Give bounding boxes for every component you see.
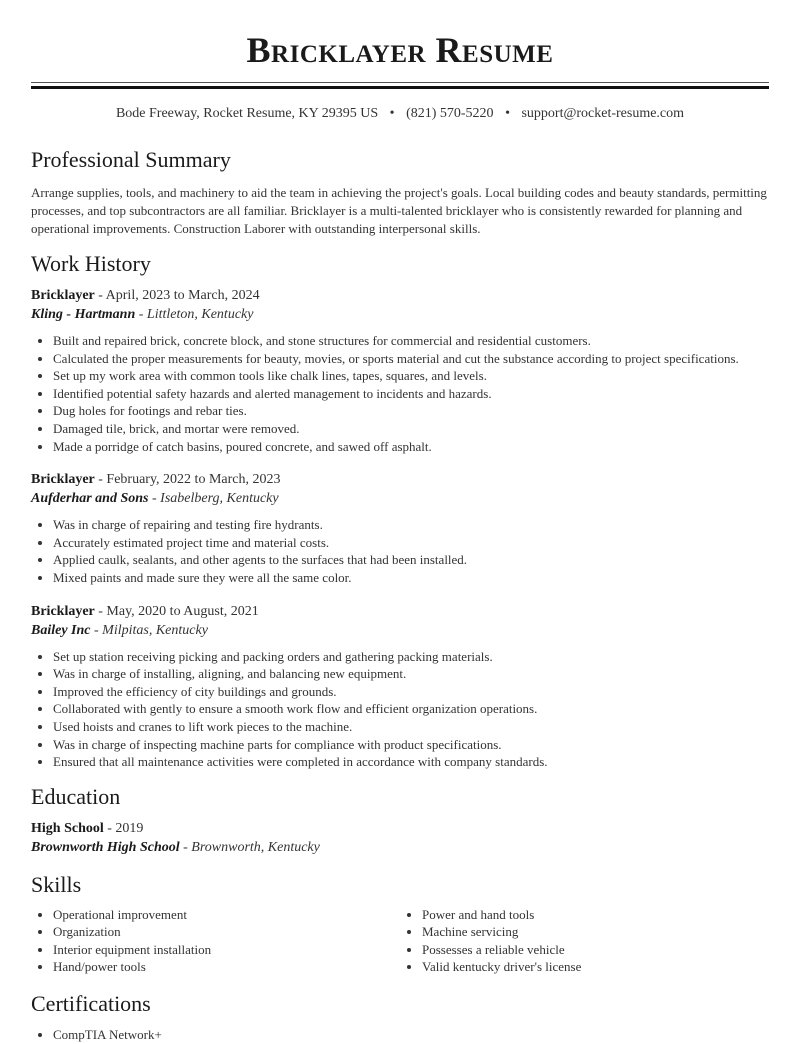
job-title: Bricklayer — [31, 288, 95, 303]
work-history-section — [31, 250, 769, 771]
list-item: • Interior equipment installation — [53, 941, 400, 959]
list-item: • Was in charge of installing, aligning, and balancing new equipment. — [53, 665, 769, 683]
section-heading-summary: Professional Summary — [31, 147, 231, 172]
list-item: • Ensured that all maintenance activities were completed in accordance with company standards. — [53, 753, 769, 771]
list-item: • Calculated the proper measurements for beauty, movies, or sports material and cut the substance according to project specifications. — [53, 350, 769, 368]
job-location: - Littleton, Kentucky — [135, 307, 254, 322]
job-bullets — [31, 648, 769, 771]
skills-right-column — [400, 906, 769, 976]
contact-email: support@rocket-resume.com — [521, 106, 685, 121]
list-item: • Mixed paints and made sure they were all the same color. — [53, 569, 769, 587]
list-item: • Power and hand tools — [422, 906, 769, 924]
section-heading-education: Education — [31, 783, 121, 809]
list-item: • Built and repaired brick, concrete block, and stone structures for commercial and residential customers. — [53, 332, 769, 350]
bullet-separator: • — [505, 106, 510, 121]
contact-address: Bode Freeway, Rocket Resume, KY 29395 US — [115, 106, 379, 121]
bullet-separator: • — [389, 106, 395, 121]
education-degree: High School — [31, 820, 104, 836]
education-section — [31, 783, 769, 857]
header-divider — [31, 82, 769, 89]
section-heading-work: Work History — [31, 251, 151, 276]
job-entry — [31, 470, 769, 586]
list-item: • Damaged tile, brick, and mortar were removed. — [53, 420, 769, 438]
list-item: • Set up my work area with common tools like chalk lines, tapes, squares, and levels. — [53, 367, 769, 385]
contact-phone: (821) 570-5220 — [406, 106, 494, 121]
list-item: • Machine servicing — [422, 923, 769, 941]
page-title: Bricklayer Resume — [246, 30, 554, 70]
job-location: - Milpitas, Kentucky — [90, 622, 208, 638]
job-location: - Isabelberg, Kentucky — [148, 491, 279, 507]
education-school: Brownworth High School — [31, 839, 180, 855]
list-item: • Organization — [53, 923, 400, 941]
skills-left-column — [31, 906, 400, 976]
job-dates: - May, 2020 to August, 2021 — [94, 603, 259, 619]
summary-section — [31, 146, 769, 238]
list-item: • Was in charge of inspecting machine parts for compliance with product specifications. — [53, 736, 769, 754]
job-bullets — [31, 516, 769, 586]
education-year: - 2019 — [103, 820, 144, 836]
skills-columns — [31, 906, 769, 976]
list-item: • Hand/power tools — [53, 958, 400, 976]
job-company: Aufderhar and Sons — [31, 491, 149, 507]
list-item: • Used hoists and cranes to lift work pieces to the machine. — [53, 718, 769, 736]
skills-section — [31, 871, 769, 976]
job-dates: - April, 2023 to March, 2024 — [94, 288, 260, 303]
summary-text: Arrange supplies, tools, and machinery to aid the team in achieving the project's goals. Local building codes and beauty standards, permitting processes, and top subcontractors are all familiar. Bricklayer is a multi-talented bricklayer who is consistently rewarded for planning and operational improvements. Construction Laborer with outstanding interpersonal skills. — [31, 185, 767, 236]
list-item: • CompTIA Network+ — [53, 1026, 769, 1044]
list-item: • Accurately estimated project time and material costs. — [53, 534, 769, 552]
job-title: Bricklayer — [31, 603, 95, 619]
section-heading-skills: Skills — [31, 871, 82, 897]
list-item: • Collaborated with gently to ensure a smooth work flow and efficient organization operations. — [53, 700, 769, 718]
contact-line — [31, 104, 769, 124]
list-item: • Possesses a reliable vehicle — [422, 941, 769, 959]
certifications-section — [31, 990, 769, 1044]
job-company: Kling - Hartmann — [31, 307, 136, 322]
list-item: • Valid kentucky driver's license — [422, 958, 769, 976]
list-item: • Set up station receiving picking and packing orders and gathering packing materials. — [53, 648, 769, 666]
job-bullets — [31, 332, 769, 455]
job-company: Bailey Inc — [31, 622, 91, 638]
list-item: • Improved the efficiency of city buildings and grounds. — [53, 683, 769, 701]
job-title: Bricklayer — [31, 472, 95, 488]
job-dates: - February, 2022 to March, 2023 — [94, 472, 281, 488]
list-item: • Identified potential safety hazards and alerted management to incidents and hazards. — [53, 385, 769, 403]
list-item: • Dug holes for footings and rebar ties. — [53, 402, 769, 420]
section-heading-certifications: Certifications — [31, 991, 151, 1017]
job-entry — [31, 286, 769, 455]
education-location: - Brownworth, Kentucky — [179, 839, 320, 855]
list-item: • Operational improvement — [53, 906, 400, 924]
list-item: • Made a porridge of catch basins, poured concrete, and sawed off asphalt. — [53, 438, 769, 456]
job-entry — [31, 602, 769, 771]
list-item: • Was in charge of repairing and testing fire hydrants. — [53, 516, 769, 534]
list-item: • Applied caulk, sealants, and other agents to the surfaces that had been installed. — [53, 551, 769, 569]
